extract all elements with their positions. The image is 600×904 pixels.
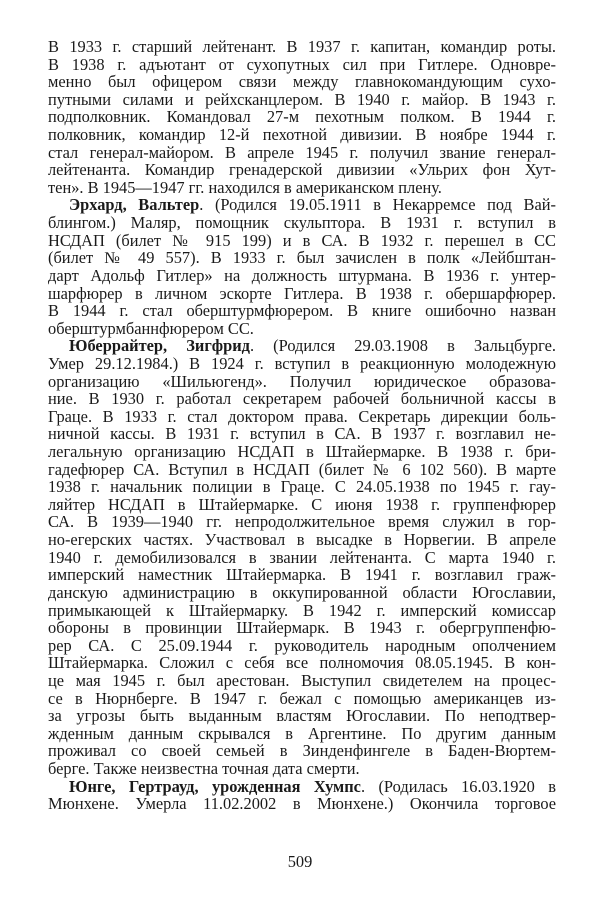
line-text: проживал со своей семьей в Зинденфингеле в Баден-Вюртем- [48, 741, 556, 761]
line-text: В 1944 г. стал оберштурмфюрером. В книге ошибочно назван [48, 301, 556, 321]
text-line [48, 549, 556, 567]
line-text: легальную организацию НСДАП в Штайермарке. В 1938 г. бри- [48, 442, 556, 462]
text-line [48, 795, 556, 813]
text-line [48, 390, 556, 408]
paragraph [48, 778, 556, 813]
line-text: Мюнхене. Умерла 11.02.2002 в Мюнхене.) Окончила торговое [48, 794, 556, 814]
line-text: шарфюрер в личном эскорте Гитлера. В 1938 г. обершарфюрер. [48, 283, 556, 303]
text-line [48, 144, 556, 162]
text-line [48, 214, 556, 232]
line-text: примыкающей к Штайермарку. В 1942 г. имперский комиссар [48, 600, 556, 620]
paragraph [48, 196, 556, 337]
text-line [48, 778, 556, 796]
line-text: ничной кассы. В 1931 г. вступил в СА. В 1937 г. возглавил не- [48, 424, 556, 444]
entry-name: Эрхард, Вальтер [69, 195, 200, 215]
line-text: В 1938 г. адъютант от сухопутных сил при Гитлере. Одновре- [48, 54, 556, 74]
line-text: 1938 г. начальник полиции в Граце. С 24.05.1938 по 1945 г. гау- [48, 477, 556, 497]
line-text: оберштурмбаннфюрером СС. [48, 318, 254, 338]
text-line [48, 355, 556, 373]
text-line [48, 760, 556, 778]
line-text: обороны в провинции Штайермарк. В 1943 г. обергруппенфю- [48, 618, 556, 638]
line-text: ляйтер НСДАП в Штайермарке. С июня 1938 г. группенфюрер [48, 494, 556, 514]
line-text: се в Нюрнберге. В 1947 г. бежал с помощью американцев из- [48, 688, 556, 708]
line-text: жденным данным скрывался в Аргентине. По другим данным [48, 723, 556, 743]
text-line [48, 161, 556, 179]
text-line [48, 302, 556, 320]
text-line [48, 531, 556, 549]
line-text: полковник, командир 12-й пехотной дивизии. В ноябре 1944 г. [48, 125, 556, 145]
page-text [48, 38, 556, 813]
entry-name: Юнге, Гертрауд, урожденная Хумпс [69, 776, 361, 796]
text-line [48, 461, 556, 479]
text-line [48, 478, 556, 496]
line-text: НСДАП (билет № 915 199) и в СА. В 1932 г. перешел в СС [48, 230, 556, 250]
line-text: (билет № 49 557). В 1933 г. был зачислен в полк «Лейбштан- [48, 248, 556, 268]
text-line [48, 285, 556, 303]
line-text: лейтенанта. Командир гренадерской дивизии «Ульрих фон Хут- [48, 160, 556, 180]
text-line [48, 196, 556, 214]
line-text: организацию «Шильюгенд». Получил юридическое образова- [48, 371, 556, 391]
line-text: дарт Адольф Гитлер» на должность штурмана. В 1936 г. унтер- [48, 265, 556, 285]
line-text: имперский наместник Штайермарка. В 1941 г. возглавил граж- [48, 565, 556, 585]
text-line [48, 373, 556, 391]
text-line [48, 619, 556, 637]
text-line [48, 232, 556, 250]
text-line [48, 73, 556, 91]
text-line [48, 690, 556, 708]
text-line [48, 584, 556, 602]
text-line [48, 725, 556, 743]
text-line [48, 654, 556, 672]
text-line [48, 425, 556, 443]
line-text: но-егерских частях. Участвовал в высадке в Норвегии. В апреле [48, 530, 556, 550]
line-text: . (Родился 29.03.1908 в Зальцбурге. [249, 336, 556, 356]
line-text: блингом.) Маляр, помощник скульптора. В 1931 г. вступил в [48, 213, 556, 233]
text-line [48, 56, 556, 74]
text-line [48, 496, 556, 514]
line-text: це мая 1945 г. был арестован. Выступил свидетелем на процес- [48, 670, 556, 690]
line-text: ние. В 1930 г. работал секретарем рабочей больничной кассы в [48, 389, 556, 409]
line-text: берге. Также неизвестна точная дата смерти. [48, 758, 360, 778]
line-text: Граце. В 1933 г. стал доктором права. Секретарь дирекции боль- [48, 406, 556, 426]
text-line [48, 672, 556, 690]
line-text: за угрозы быть выданным властям Югославии. По неподтвер- [48, 706, 556, 726]
page-number: 509 [287, 852, 313, 871]
text-line [48, 513, 556, 531]
text-line [48, 126, 556, 144]
line-text: Умер 29.12.1984.) В 1924 г. вступил в реакционную молодежную [48, 353, 556, 373]
line-text: Штайермарка. Сложил с себя все полномочия 08.05.1945. В кон- [48, 653, 556, 673]
text-line [48, 742, 556, 760]
line-text: 1940 г. демобилизовался в звании лейтенанта. С марта 1940 г. [48, 547, 556, 567]
line-text: СА. В 1939—1940 гг. непродолжительное время служил в гор- [48, 512, 556, 532]
text-line [48, 566, 556, 584]
text-line [48, 602, 556, 620]
line-text: путными силами и рейхсканцлером. В 1940 г. майор. В 1943 г. [48, 89, 556, 109]
text-line [48, 320, 556, 338]
entry-name: Юберрайтер, Зигфрид [69, 336, 250, 356]
text-line [48, 108, 556, 126]
paragraph [48, 38, 556, 196]
text-line [48, 267, 556, 285]
line-text: данскую администрацию в оккупированной области Югославии, [48, 582, 556, 602]
line-text: тен». В 1945—1947 гг. находился в американском плену. [48, 177, 442, 197]
paragraph [48, 337, 556, 777]
line-text: рер СА. С 25.09.1944 г. руководитель народным ополчением [48, 635, 556, 655]
line-text: менно был офицером связи между главнокомандующим сухо- [48, 72, 556, 92]
text-line [48, 249, 556, 267]
text-line [48, 91, 556, 109]
line-text: стал генерал-майором. В апреле 1945 г. получил звание генерал- [48, 142, 556, 162]
line-text: гадефюрер СА. Вступил в НСДАП (билет № 6 102 560). В марте [48, 459, 556, 479]
text-line [48, 408, 556, 426]
line-text: . (Родился 19.05.1911 в Некарремсе под Вай- [199, 195, 556, 215]
text-line [48, 38, 556, 56]
line-text: . (Родилась 16.03.1920 в [360, 776, 556, 796]
line-text: подполковник. Командовал 27-м пехотным полком. В 1944 г. [48, 107, 556, 127]
line-text: В 1933 г. старший лейтенант. В 1937 г. капитан, командир роты. [48, 37, 556, 56]
text-line [48, 443, 556, 461]
text-line [48, 707, 556, 725]
text-line [48, 179, 556, 197]
text-line [48, 637, 556, 655]
text-line [48, 337, 556, 355]
